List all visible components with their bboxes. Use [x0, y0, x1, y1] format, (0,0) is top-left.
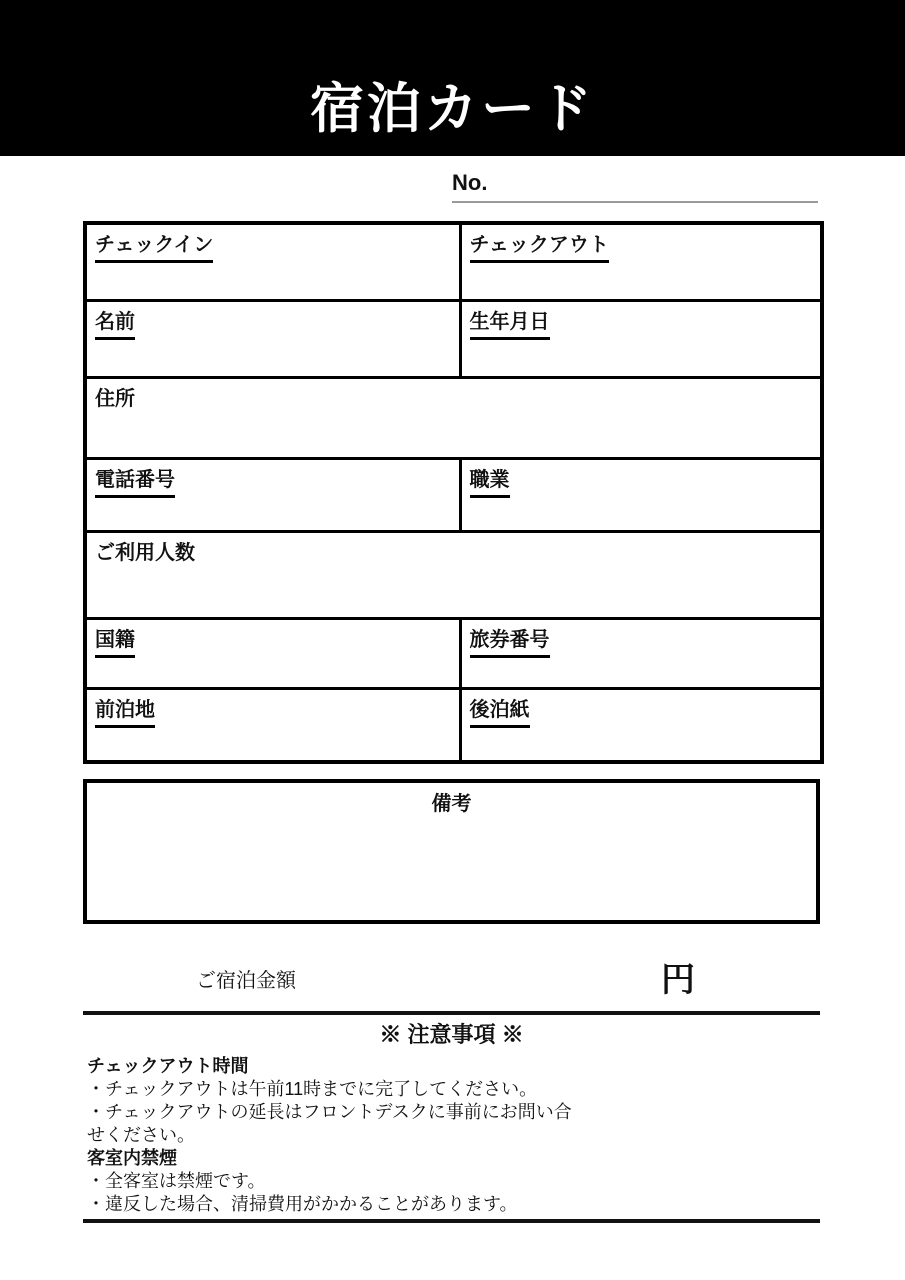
card-body: [83, 170, 820, 1223]
field-checkout[interactable]: [460, 223, 822, 300]
table-row: [85, 223, 822, 300]
remarks-box[interactable]: [83, 779, 820, 924]
amount-label: ご宿泊金額: [196, 970, 296, 992]
notes-section: [83, 1022, 820, 1216]
notes-lines: [83, 1055, 820, 1216]
note-line: ・全客室は禁煙です。: [87, 1171, 266, 1192]
note-line: せください。: [87, 1125, 195, 1146]
field-checkin-label: チェックイン: [95, 233, 213, 263]
field-occupation-label: 職業: [470, 468, 510, 498]
field-next-stay[interactable]: [460, 688, 822, 762]
field-checkout-label: チェックアウト: [470, 233, 609, 263]
field-occupation[interactable]: [460, 458, 822, 531]
note-line: ・違反した場合、清掃費用がかかることがあります。: [87, 1194, 518, 1215]
header-bar: [0, 0, 905, 156]
no-label: No.: [452, 170, 488, 195]
remarks-label: 備考: [431, 793, 472, 815]
note-line: ・チェックアウトは午前11時までに完了してください。: [87, 1079, 538, 1100]
field-address-label: 住所: [95, 387, 135, 410]
guest-registration-table: [83, 221, 824, 764]
field-previous-stay[interactable]: [85, 688, 460, 762]
notes-top-divider: [83, 1011, 820, 1015]
page-title: 宿泊カード: [310, 79, 595, 139]
field-birthdate-label: 生年月日: [470, 310, 550, 340]
field-previous-stay-label: 前泊地: [95, 698, 155, 728]
table-row: [85, 300, 822, 377]
field-name[interactable]: [85, 300, 460, 377]
field-checkin[interactable]: [85, 223, 460, 300]
amount-row: [83, 952, 820, 1000]
table-row: [85, 377, 822, 458]
field-passport-number-label: 旅券番号: [470, 628, 550, 658]
field-next-stay-label: 後泊紙: [470, 698, 530, 728]
no-field[interactable]: [452, 170, 818, 203]
note-line: ・チェックアウトの延長はフロントデスクに事前にお問い合: [87, 1102, 572, 1123]
field-phone[interactable]: [85, 458, 460, 531]
field-nationality[interactable]: [85, 618, 460, 688]
field-guest-count[interactable]: [85, 531, 822, 618]
field-birthdate[interactable]: [460, 300, 822, 377]
notes-heading-checkout-time: チェックアウト時間: [87, 1056, 249, 1077]
field-name-label: 名前: [95, 310, 135, 340]
table-row: [85, 458, 822, 531]
field-address[interactable]: [85, 377, 822, 458]
bottom-divider: [83, 1219, 820, 1223]
field-phone-label: 電話番号: [95, 468, 175, 498]
yen-unit-label: 円: [661, 961, 695, 999]
notes-title: ※ 注意事項 ※: [379, 1022, 524, 1047]
notes-heading-no-smoking: 客室内禁煙: [87, 1148, 177, 1169]
field-guest-count-label: ご利用人数: [95, 541, 195, 564]
table-row: [85, 688, 822, 762]
field-passport-number[interactable]: [460, 618, 822, 688]
table-row: [85, 618, 822, 688]
table-row: [85, 531, 822, 618]
field-nationality-label: 国籍: [95, 628, 135, 658]
